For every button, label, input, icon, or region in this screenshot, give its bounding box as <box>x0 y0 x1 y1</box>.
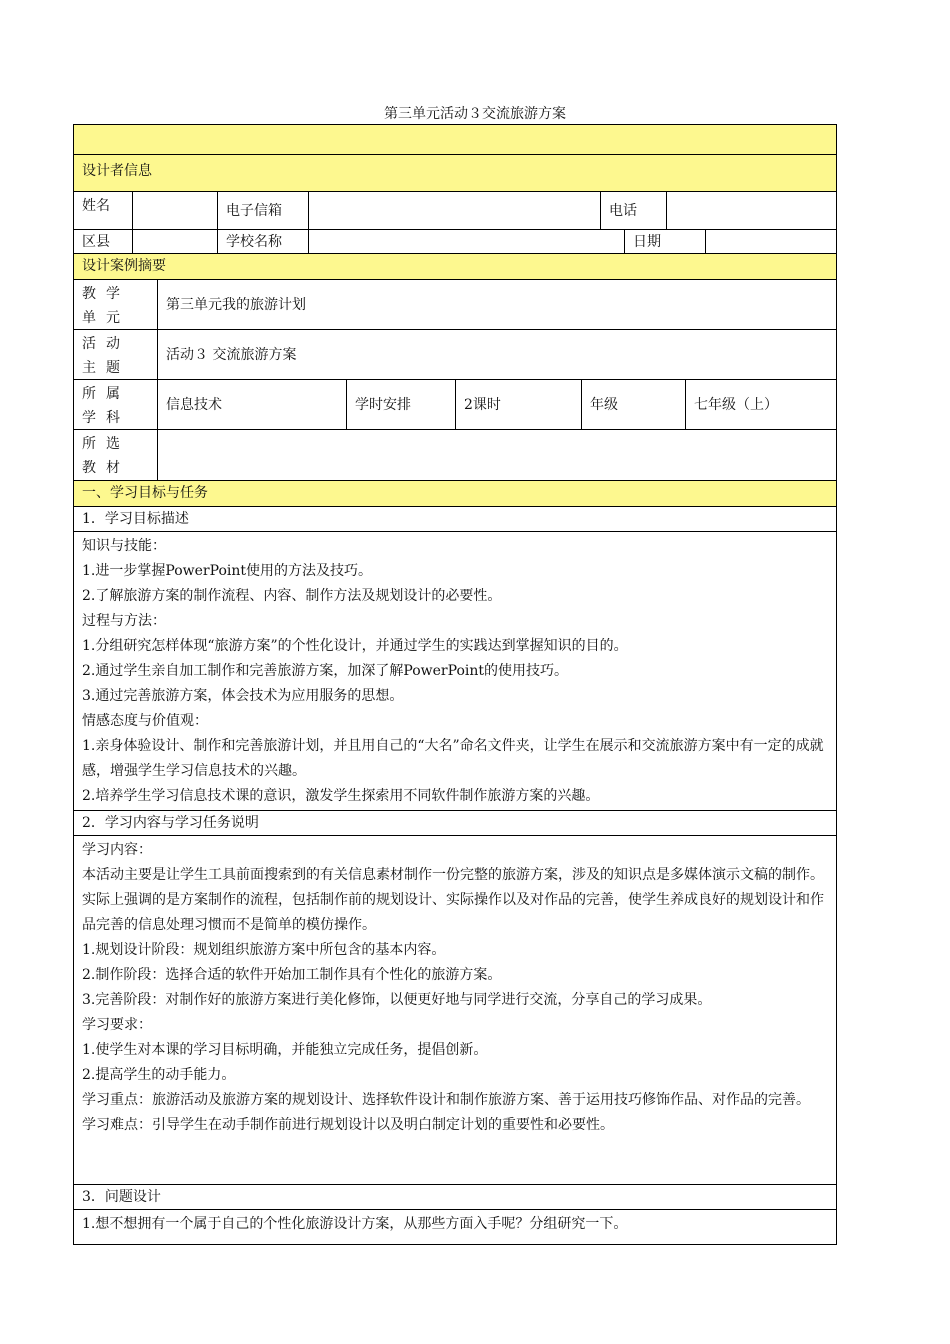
name-label: 姓名 <box>82 198 110 214</box>
sub3-title: 3．问题设计 <box>82 1189 161 1205</box>
textbook-label: 所选教材 <box>82 436 130 476</box>
sub2-line: 2.制作阶段：选择合适的软件开始加工制作具有个性化的旅游方案。 <box>82 967 502 983</box>
sub2-line: 1.规划设计阶段：规划组织旅游方案中所包含的基本内容。 <box>82 942 446 958</box>
sub2-line: 学习难点：引导学生在动手制作前进行规划设计以及明白制定计划的重要性和必要性。 <box>82 1117 614 1133</box>
summary-section-header <box>73 254 837 280</box>
summary-section-title: 设计案例摘要 <box>82 258 166 274</box>
lesson-plan-table <box>73 124 837 1245</box>
topic-label: 活动主题 <box>82 336 130 376</box>
designer-row-2 <box>73 230 837 254</box>
phone-label: 电话 <box>600 192 666 229</box>
sub1-line: 2.培养学生学习信息技术课的意识，激发学生探索用不同软件制作旅游方案的兴趣。 <box>82 788 600 804</box>
sub1-line: 1.分组研究怎样体现“旅游方案”的个性化设计，并通过学生的实践达到掌握知识的目的。 <box>82 638 628 654</box>
sub3-line: 1.想不想拥有一个属于自己的个性化旅游设计方案，从那些方面入手呢？分组研究一下。 <box>82 1216 628 1232</box>
goals-sub1-body <box>73 532 837 811</box>
topic-value: 活动３ 交流旅游方案 <box>157 330 836 379</box>
subject-row <box>73 380 837 430</box>
topic-row <box>73 330 837 380</box>
district-value[interactable] <box>132 230 217 253</box>
sub2-line: 学习要求： <box>82 1017 152 1033</box>
designer-section-title: 设计者信息 <box>82 163 152 179</box>
sub1-line: 1.亲身体验设计、制作和完善旅游计划，并且用自己的“大名”命名文件夹，让学生在展示和交流旅游方案中有一定的成就感，增强学生学习信息技术的兴趣。 <box>82 738 824 779</box>
school-label: 学校名称 <box>217 230 308 253</box>
textbook-value[interactable] <box>157 430 836 480</box>
designer-section-header <box>73 155 837 192</box>
goals-section-header <box>73 481 837 507</box>
sub1-line: 1.进一步掌握PowerPoint使用的方法及技巧。 <box>82 563 373 579</box>
sub2-line: 3.完善阶段：对制作好的旅游方案进行美化修饰，以便更好地与同学进行交流，分享自己的学习成果。 <box>82 992 712 1008</box>
header-blank-row <box>73 124 837 155</box>
sub1-line: 知识与技能： <box>82 538 166 554</box>
subject-value: 信息技术 <box>157 380 346 429</box>
phone-value[interactable] <box>666 192 836 229</box>
sub1-title: 1．学习目标描述 <box>82 511 189 527</box>
goals-sub2-header <box>73 811 837 836</box>
subject-label: 所属学科 <box>82 386 130 426</box>
sub2-line: 1.使学生对本课的学习目标明确，并能独立完成任务，提倡创新。 <box>82 1042 488 1058</box>
unit-row <box>73 280 837 330</box>
school-value[interactable] <box>308 230 624 253</box>
textbook-row <box>73 430 837 481</box>
designer-row-1 <box>73 192 837 230</box>
goals-sub2-body <box>73 836 837 1185</box>
name-value[interactable] <box>132 192 217 229</box>
email-label: 电子信箱 <box>217 192 308 229</box>
unit-value: 第三单元我的旅游计划 <box>157 280 836 329</box>
hours-value: 2课时 <box>455 380 581 429</box>
grade-label: 年级 <box>581 380 685 429</box>
district-label: 区县 <box>82 233 110 250</box>
hours-label: 学时安排 <box>346 380 455 429</box>
goals-sub3-header <box>73 1185 837 1210</box>
sub2-line: 学习内容： <box>82 842 152 858</box>
sub1-line: 过程与方法： <box>82 613 166 629</box>
sub2-line: 2.提高学生的动手能力。 <box>82 1067 236 1083</box>
grade-value: 七年级（上） <box>685 380 836 429</box>
goals-sub3-body <box>73 1210 837 1245</box>
goals-sub1-header <box>73 507 837 532</box>
sub1-line: 情感态度与价值观： <box>82 713 208 729</box>
goals-section-title: 一、学习目标与任务 <box>82 485 208 501</box>
sub2-title: 2．学习内容与学习任务说明 <box>82 815 259 831</box>
unit-label: 教学单元 <box>82 286 130 326</box>
sub1-line: 2.了解旅游方案的制作流程、内容、制作方法及规划设计的必要性。 <box>82 588 502 604</box>
sub1-line: 3.通过完善旅游方案，体会技术为应用服务的思想。 <box>82 688 404 704</box>
date-label: 日期 <box>624 230 705 253</box>
document-title: 第三单元活动３交流旅游方案 <box>384 106 566 122</box>
sub2-line: 学习重点：旅游活动及旅游方案的规划设计、选择软件设计和制作旅游方案、善于运用技巧修饰作品、对作品的完善。 <box>82 1092 810 1108</box>
sub2-line: 本活动主要是让学生工具前面搜索到的有关信息素材制作一份完整的旅游方案，涉及的知识点是多媒体演示文稿的制作。实际上强调的是方案制作的流程，包括制作前的规划设计、实际操作以及对作品的完善，使学生养成良好的规划设计和作品完善的信息处理习惯而不是简单的模仿操作。 <box>82 867 824 933</box>
sub1-line: 2.通过学生亲自加工制作和完善旅游方案，加深了解PowerPoint的使用技巧。 <box>82 663 568 679</box>
email-value[interactable] <box>308 192 600 229</box>
date-value[interactable] <box>705 230 836 253</box>
